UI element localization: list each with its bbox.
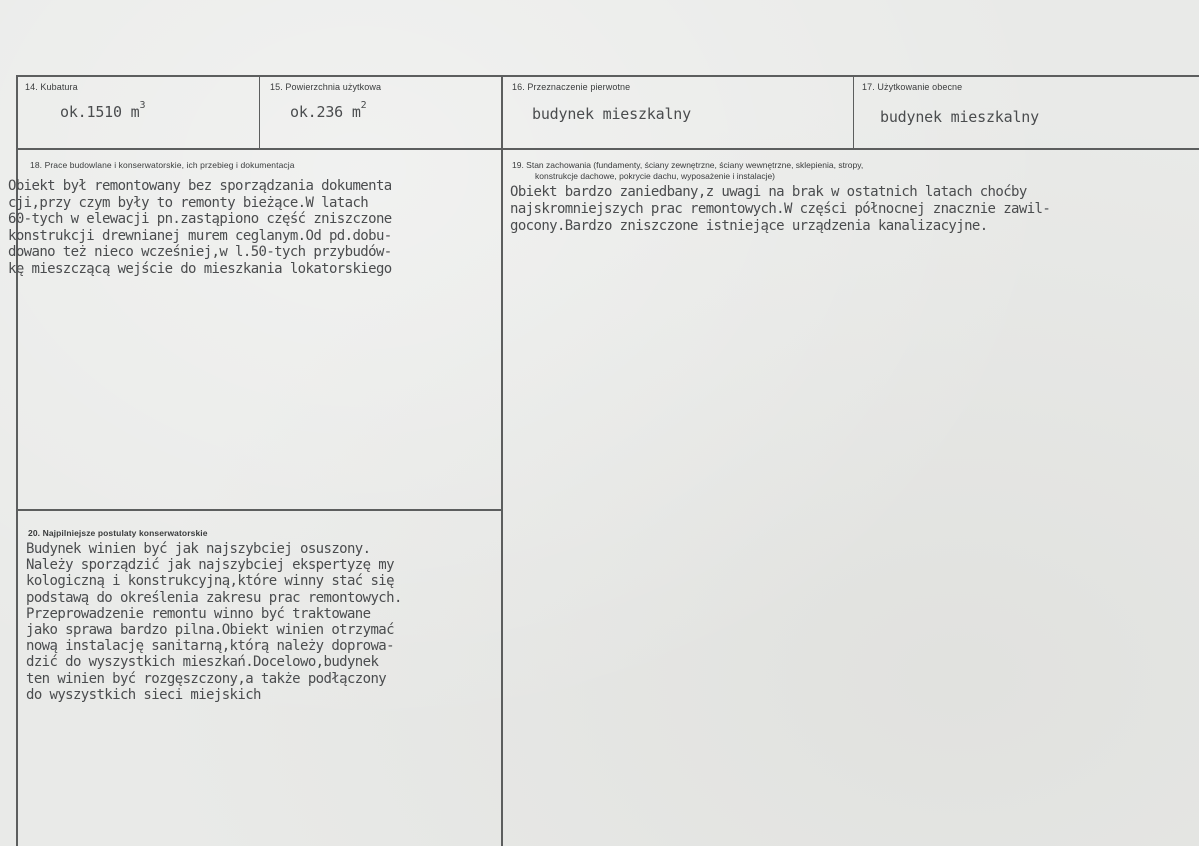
field-19-label: 19. Stan zachowania (fundamenty, ściany zewnętrzne, ściany wewnętrzne, sklepienia, stropy, [512,160,864,170]
field-15-value-text: ok.236 m [290,103,361,121]
header-bottom-rule [16,148,1199,150]
field-19-line: Obiekt bardzo zaniedbany,z uwagi na brak w ostatnich latach choćby [510,184,1027,200]
field-19-text [510,184,1050,235]
field-15-value-sup: 2 [360,100,367,111]
field-17-value: budynek mieszkalny [880,108,1039,126]
field-18-line: 60-tych w elewacji pn.zastąpiono część zniszczone [8,211,392,228]
divider-14-15 [259,75,260,149]
top-rule [16,75,1199,77]
field-16-label: 16. Przeznaczenie pierwotne [512,82,631,92]
field-20-line: dzić do wyszystkich mieszkań.Docelowo,budynek [26,654,379,671]
field-19-label-cont: konstrukcje dachowe, pokrycie dachu, wyposażenie i instalacje) [535,171,776,181]
field-15-value [290,100,367,121]
field-15-label: 15. Powierzchnia użytkowa [270,82,382,92]
field-20-line: jako sprawa bardzo pilna.Obiekt winien otrzymać [26,622,394,639]
field-14-value [60,100,146,121]
field-17-label: 17. Użytkowanie obecne [862,82,963,92]
field-14-label: 14. Kubatura [25,82,78,92]
field-20-line: ten winien być rozgęszczony,a także podłączony [26,670,387,687]
field-20-line: podstawą do określenia zakresu prac remontowych. [26,589,402,606]
divider-15-16 [501,75,503,846]
field-20-line: Przeprowadzenie remontu winno być traktowane [26,605,371,622]
field-14-value-text: ok.1510 m [60,103,140,121]
field-20-line: do wyszystkich sieci miejskich [26,686,261,703]
divider-16-17 [853,75,854,149]
field-20-text [26,541,402,703]
field-20-line: kologiczną i konstrukcyjną,które winny stać się [26,573,394,590]
field-18-label: 18. Prace budowlane i konserwatorskie, ich przebieg i dokumentacja [30,160,295,170]
field-19-line: najskromniejszych prac remontowych.W części północnej znacznie zawil- [510,201,1051,217]
field-19-line: gocony.Bardzo zniszczone istniejące urządzenia kanalizacyjne. [510,218,988,234]
section-20-rule [16,509,502,511]
field-14-value-sup: 3 [139,100,146,111]
field-16-value: budynek mieszkalny [532,105,691,123]
field-18-line: cji,przy czym były to remonty bieżące.W latach [8,194,369,211]
field-20-line: nową instalację sanitarną,którą należy doprowa- [26,638,394,655]
field-18-text [8,178,392,278]
field-20-line: Należy sporządzić jak najszybciej ekspertyzę my [26,557,394,574]
field-20-line: Budynek winien być jak najszybciej osuszony. [26,541,371,557]
field-18-line: konstrukcji drewnianej murem ceglanym.Od pd.dobu- [8,227,392,244]
field-20-label: 20. Najpilniejsze postulaty konserwatorskie [28,528,208,538]
field-18-line: Obiekt był remontowany bez sporządzania dokumenta [8,178,392,194]
field-18-line: kę mieszczącą wejście do mieszkania lokatorskiego [8,260,392,277]
field-18-line: dowano też nieco wcześniej,w l.50-tych przybudów- [8,244,392,261]
